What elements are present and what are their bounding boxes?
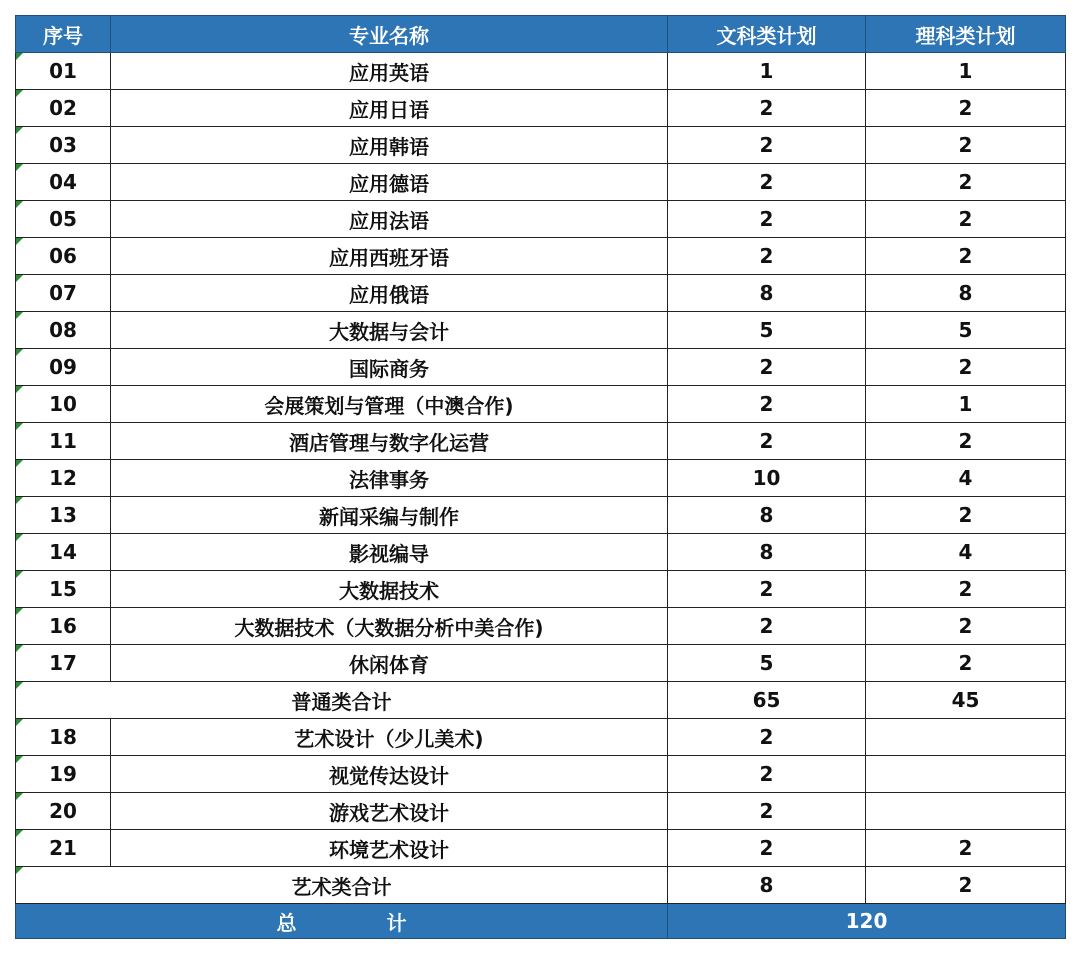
- general-subtotal-label: 普通类合计: [16, 682, 668, 719]
- row-index: 12: [16, 460, 111, 497]
- row-index: 11: [16, 423, 111, 460]
- row-major: 应用德语: [111, 164, 668, 201]
- row-science: [866, 719, 1066, 756]
- row-science: 4: [866, 460, 1066, 497]
- row-index: 02: [16, 90, 111, 127]
- table-row: [16, 460, 1066, 497]
- row-major: 酒店管理与数字化运营: [111, 423, 668, 460]
- row-liberal: 2: [668, 793, 866, 830]
- enrollment-plan-table: [15, 15, 1066, 939]
- row-major: 应用英语: [111, 53, 668, 90]
- row-science: 2: [866, 201, 1066, 238]
- grand-total-value: 120: [668, 904, 1066, 939]
- row-liberal: 2: [668, 386, 866, 423]
- row-index: 01: [16, 53, 111, 90]
- table-row: [16, 53, 1066, 90]
- row-index: 19: [16, 756, 111, 793]
- row-major: 环境艺术设计: [111, 830, 668, 867]
- table-row: [16, 497, 1066, 534]
- row-major: 应用法语: [111, 201, 668, 238]
- row-liberal: 8: [668, 534, 866, 571]
- art-rows: [16, 719, 1066, 867]
- art-subtotal-science: 2: [866, 867, 1066, 904]
- row-science: 2: [866, 423, 1066, 460]
- art-subtotal-row: [16, 867, 1066, 904]
- row-major: 视觉传达设计: [111, 756, 668, 793]
- row-liberal: 2: [668, 127, 866, 164]
- table-row: [16, 201, 1066, 238]
- row-science: 2: [866, 830, 1066, 867]
- row-liberal: 8: [668, 275, 866, 312]
- general-subtotal-liberal: 65: [668, 682, 866, 719]
- row-liberal: 2: [668, 608, 866, 645]
- header-row: [16, 16, 1066, 53]
- header-major: 专业名称: [111, 16, 668, 53]
- row-science: 2: [866, 497, 1066, 534]
- row-science: 4: [866, 534, 1066, 571]
- row-index: 04: [16, 164, 111, 201]
- row-index: 10: [16, 386, 111, 423]
- row-major: 艺术设计（少儿美术): [111, 719, 668, 756]
- row-index: 14: [16, 534, 111, 571]
- row-major: 大数据与会计: [111, 312, 668, 349]
- header-index: 序号: [16, 16, 111, 53]
- row-liberal: 5: [668, 312, 866, 349]
- row-major: 应用韩语: [111, 127, 668, 164]
- row-liberal: 2: [668, 423, 866, 460]
- table-row: [16, 90, 1066, 127]
- row-science: 2: [866, 164, 1066, 201]
- header-liberal: 文科类计划: [668, 16, 866, 53]
- row-liberal: 10: [668, 460, 866, 497]
- row-major: 国际商务: [111, 349, 668, 386]
- table-row: [16, 312, 1066, 349]
- row-liberal: 2: [668, 349, 866, 386]
- row-major: 游戏艺术设计: [111, 793, 668, 830]
- grand-total-row: [16, 904, 1066, 939]
- table-row: [16, 349, 1066, 386]
- row-liberal: 2: [668, 238, 866, 275]
- row-major: 应用日语: [111, 90, 668, 127]
- row-liberal: 5: [668, 645, 866, 682]
- row-liberal: 2: [668, 164, 866, 201]
- table-row: [16, 275, 1066, 312]
- row-major: 大数据技术（大数据分析中美合作): [111, 608, 668, 645]
- row-science: 2: [866, 645, 1066, 682]
- row-index: 21: [16, 830, 111, 867]
- grand-total-label-left: 总: [276, 910, 297, 935]
- row-index: 08: [16, 312, 111, 349]
- row-major: 大数据技术: [111, 571, 668, 608]
- row-index: 18: [16, 719, 111, 756]
- row-index: 17: [16, 645, 111, 682]
- header-science: 理科类计划: [866, 16, 1066, 53]
- row-science: 2: [866, 90, 1066, 127]
- row-science: [866, 793, 1066, 830]
- table-row: [16, 164, 1066, 201]
- table-row: [16, 127, 1066, 164]
- general-rows: [16, 53, 1066, 682]
- table-row: [16, 793, 1066, 830]
- row-liberal: 2: [668, 201, 866, 238]
- row-liberal: 2: [668, 719, 866, 756]
- row-science: 1: [866, 53, 1066, 90]
- row-science: [866, 756, 1066, 793]
- general-subtotal-science: 45: [866, 682, 1066, 719]
- row-index: 03: [16, 127, 111, 164]
- table-row: [16, 386, 1066, 423]
- row-liberal: 2: [668, 90, 866, 127]
- row-liberal: 1: [668, 53, 866, 90]
- row-index: 13: [16, 497, 111, 534]
- row-major: 新闻采编与制作: [111, 497, 668, 534]
- row-major: 休闲体育: [111, 645, 668, 682]
- row-index: 06: [16, 238, 111, 275]
- grand-total-label: [16, 904, 668, 939]
- general-subtotal-row: [16, 682, 1066, 719]
- table-row: [16, 423, 1066, 460]
- row-science: 1: [866, 386, 1066, 423]
- row-science: 2: [866, 349, 1066, 386]
- row-science: 2: [866, 127, 1066, 164]
- grand-total-label-right: 计: [386, 910, 407, 935]
- row-science: 5: [866, 312, 1066, 349]
- row-major: 应用西班牙语: [111, 238, 668, 275]
- row-index: 05: [16, 201, 111, 238]
- row-index: 16: [16, 608, 111, 645]
- table-row: [16, 719, 1066, 756]
- table-row: [16, 830, 1066, 867]
- table-row: [16, 645, 1066, 682]
- row-science: 2: [866, 571, 1066, 608]
- row-index: 20: [16, 793, 111, 830]
- table-row: [16, 534, 1066, 571]
- row-major: 影视编导: [111, 534, 668, 571]
- row-science: 8: [866, 275, 1066, 312]
- table-row: [16, 756, 1066, 793]
- row-major: 法律事务: [111, 460, 668, 497]
- table-row: [16, 608, 1066, 645]
- row-liberal: 2: [668, 571, 866, 608]
- row-science: 2: [866, 238, 1066, 275]
- table-row: [16, 571, 1066, 608]
- table-row: [16, 238, 1066, 275]
- row-index: 15: [16, 571, 111, 608]
- art-subtotal-label: 艺术类合计: [16, 867, 668, 904]
- row-liberal: 2: [668, 756, 866, 793]
- row-liberal: 8: [668, 497, 866, 534]
- row-major: 应用俄语: [111, 275, 668, 312]
- row-science: 2: [866, 608, 1066, 645]
- row-liberal: 2: [668, 830, 866, 867]
- row-major: 会展策划与管理（中澳合作): [111, 386, 668, 423]
- row-index: 07: [16, 275, 111, 312]
- row-index: 09: [16, 349, 111, 386]
- art-subtotal-liberal: 8: [668, 867, 866, 904]
